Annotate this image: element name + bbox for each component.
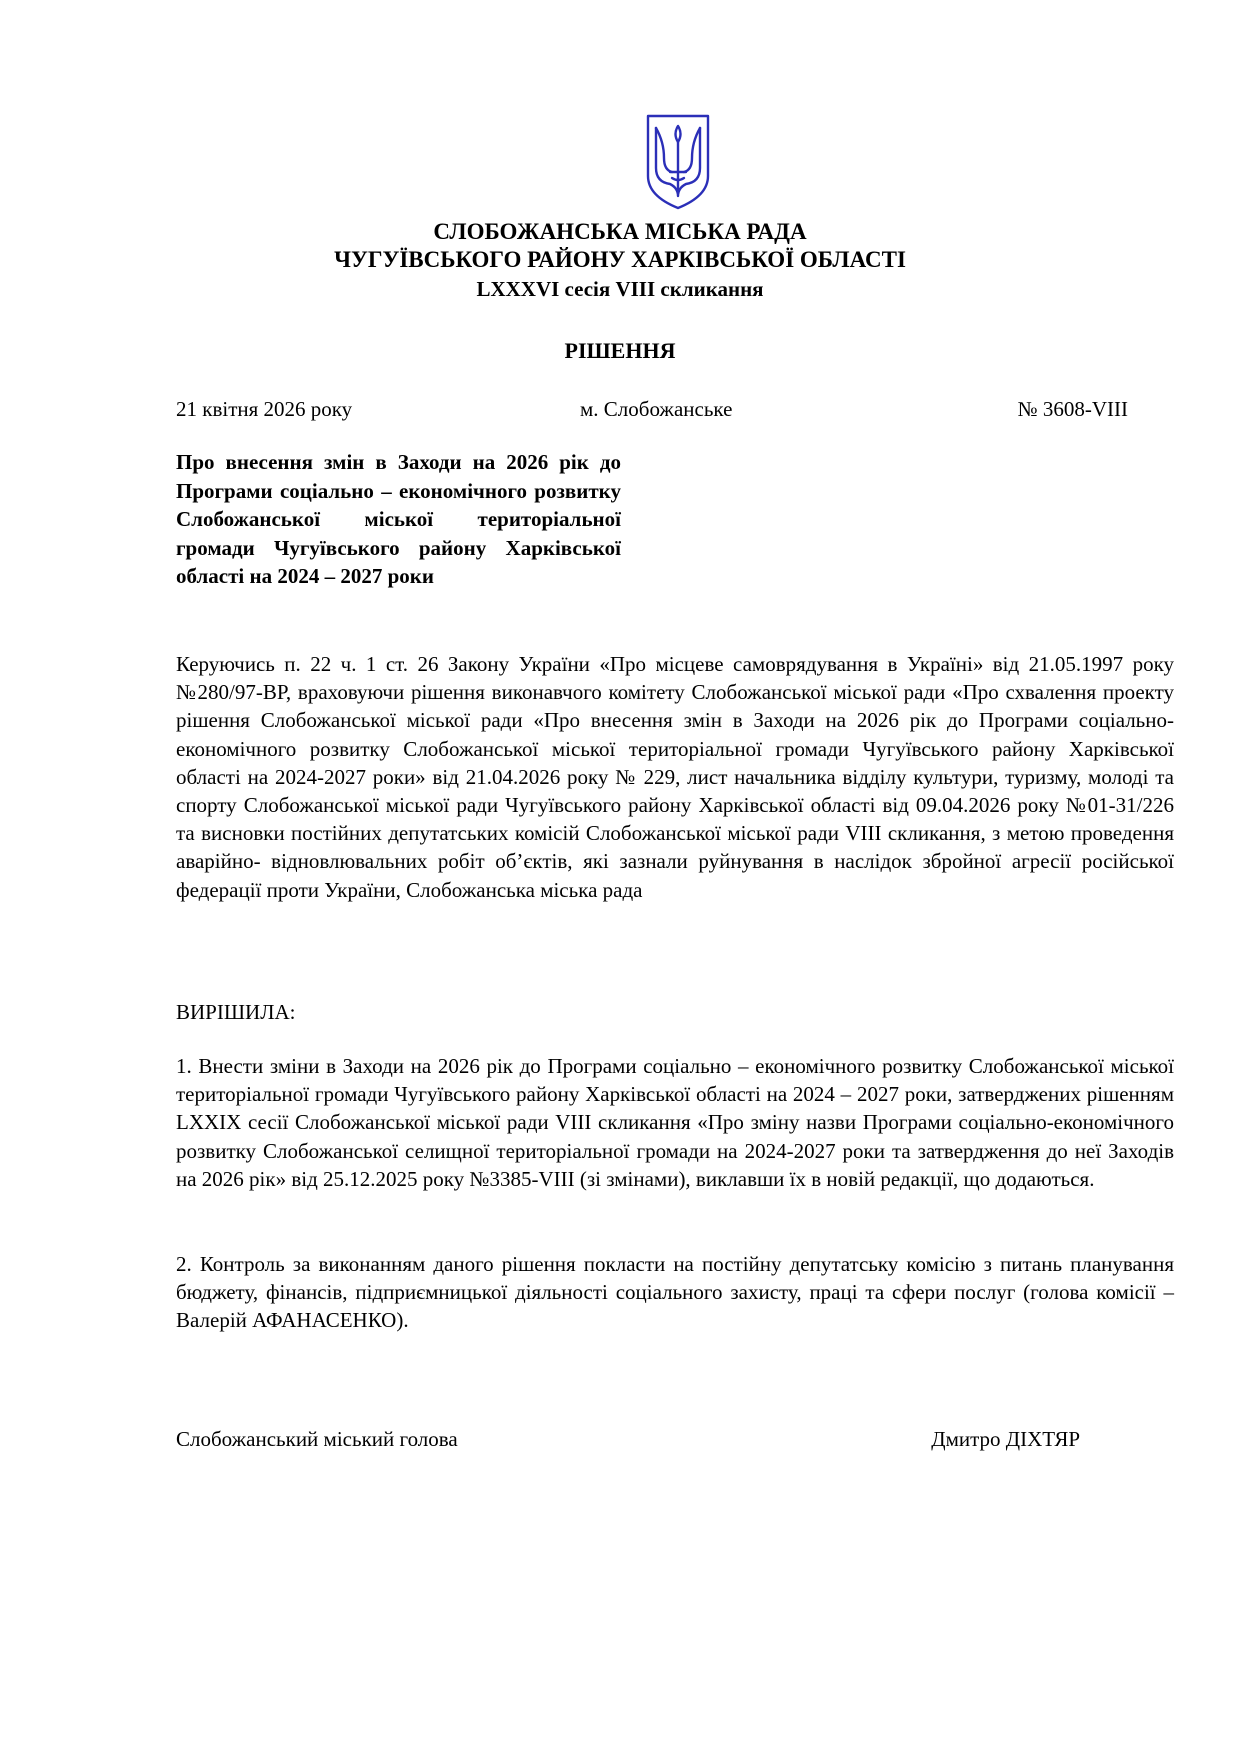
preamble-paragraph: Керуючись п. 22 ч. 1 ст. 26 Закону України «Про місцеве самоврядування в Україні» від 21.05.1997 року №280/97-ВР, враховуючи рішення виконавчого комітету Слобожанської міської ради «Про схвалення проекту рішення Слобожанської міської ради «Про внесення змін в Заходи на 2026 рік до Програми соціально-економічного розвитку Слобожанської міської територіальної громади Чугуївського району Харківської області на 2024-2027 роки» від 21.04.2026 року № 229, лист начальника відділу культури, туризму, молоді та спорту Слобожанської міської ради Чугуївського району Харківської області від 09.04.2026 року №01-31/226 та висновки постійних депутатських комісій Слобожанської міської ради VIII скликання, з метою проведення аварійно- відновлювальних робіт об’єктів, які зазнали руйнування в наслідок збройної агресії російської федерації проти України, Слобожанська міська рада — [176, 652, 1174, 902]
district-name: ЧУГУЇВСЬКОГО РАЙОНУ ХАРКІВСЬКОЇ ОБЛАСТІ — [334, 247, 906, 272]
resolution-item: 1. Внести зміни в Заходи на 2026 рік до Програми соціально – економічного розвитку Слобожанської міської територіальної громади Чугуївського району Харківської області на 2024 – 2027 роки, затверджених рішенням LXXIX сесії Слобожанської міської ради VIII скликання «Про зміну назви Програми соціально-економічного розвитку Слобожанської селищної територіальної громади на 2024-2027 роки та затвердження до неї Заходів на 2026 рік» від 25.12.2025 року №3385-VIII (зі змінами), виклавши їх в новій редакції, що додаються. — [176, 1054, 1174, 1191]
decision-date: 21 квітня 2026 року — [176, 397, 353, 421]
council-name: СЛОБОЖАНСЬКА МІСЬКА РАДА — [433, 219, 807, 244]
signatory-title: Слобожанський міський голова — [176, 1427, 458, 1451]
trident-emblem-icon — [644, 112, 712, 212]
signatory-name: Дмитро ДІХТЯР — [931, 1427, 1080, 1451]
document-type-title: РІШЕННЯ — [564, 338, 676, 363]
resolution-item: 2. Контроль за виконанням даного рішення покласти на постійну депутатську комісію з питань планування бюджету, фінансів, підприємницької діяльності соціального захисту, праці та сфери послуг (голова комісії – Валерій АФАНАСЕНКО). — [176, 1252, 1174, 1333]
decision-number: № 3608-VIII — [1017, 397, 1128, 421]
session-line: LXXXVI сесія VIII скликання — [476, 277, 764, 301]
resolved-label: ВИРІШИЛА: — [176, 1000, 296, 1024]
decision-subject: Про внесення змін в Заходи на 2026 рік до Програми соціально – економічного розвитку Слобожанської міської територіальної громади Чугуївського району Харківської області на 2024 – 2027 роки — [176, 450, 621, 588]
decision-place: м. Слобожанське — [580, 397, 733, 421]
